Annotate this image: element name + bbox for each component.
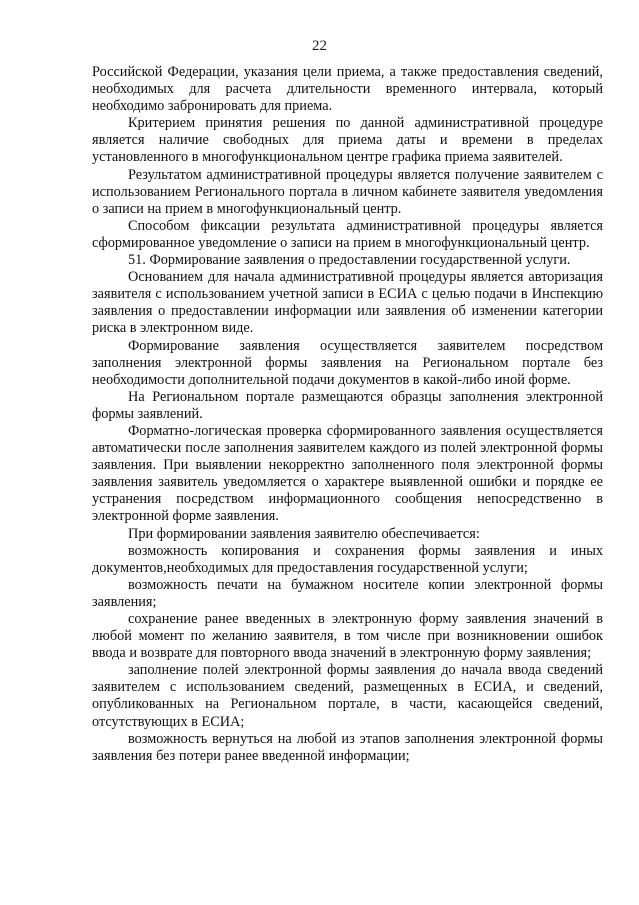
paragraph: Критерием принятия решения по данной административной процедуре является наличие свободных для приема даты и времени в пределах установленного в многофункциональном центре графика приема заявителей. xyxy=(92,115,603,166)
paragraph: Способом фиксации результата административной процедуры является сформированное уведомление о записи на прием в многофункциональный центр. xyxy=(92,217,603,251)
list-item: возможность копирования и сохранения формы заявления и иных документов,необходимых для предоставления государственной услуги; xyxy=(92,542,603,576)
list-item: сохранение ранее введенных в электронную форму заявления значений в любой момент по желанию заявителя, в том числе при возникновении ошибок ввода и возврате для повторного ввода значений в электронную форму заявления; xyxy=(92,611,603,662)
paragraph: На Региональном портале размещаются образцы заполнения электронной формы заявлений. xyxy=(92,388,603,422)
page-number: 22 xyxy=(312,38,327,54)
list-item: заполнение полей электронной формы заявления до начала ввода сведений заявителем с использованием сведений, размещенных в ЕСИА, и сведений, опубликованных на Региональном портале, в части, касающейся сведений, отсутствующих в ЕСИА; xyxy=(92,662,603,730)
paragraph: При формировании заявления заявителю обеспечивается: xyxy=(128,525,480,542)
paragraph: Основанием для начала административной процедуры является авторизация заявителя с использованием учетной записи в ЕСИА с целью подачи в Инспекцию заявления о предоставлении информации или заявления об изменении категории риска в электронном виде. xyxy=(92,269,603,337)
list-item: возможность вернуться на любой из этапов заполнения электронной формы заявления без потери ранее введенной информации; xyxy=(92,730,603,764)
paragraph: Российской Федерации, указания цели приема, а также предоставления сведений, необходимых для расчета длительности временного интервала, который необходимо забронировать для приема. xyxy=(92,64,603,115)
paragraph: Формирование заявления осуществляется заявителем посредством заполнения электронной формы заявления на Региональном портале без необходимости дополнительной подачи документов в какой-либо иной форме. xyxy=(92,337,603,388)
paragraph: Результатом административной процедуры является получение заявителем с использованием Регионального портала в личном кабинете заявителя уведомления о записи на прием в многофункциональный центр. xyxy=(92,166,603,217)
section-heading: 51. Формирование заявления о предоставлении государственной услуги. xyxy=(128,252,571,269)
paragraph: Форматно-логическая проверка сформированного заявления осуществляется автоматически после заполнения заявителем каждого из полей электронной формы заявления. При выявлении некорректно заполненного поля электронной формы заявления заявитель уведомляется о характере выявленной ошибки и порядке ее устранения посредством информационного сообщения непосредственно в электронной форме заявления. xyxy=(92,422,603,525)
body-text xyxy=(92,64,603,765)
list-item: возможность печати на бумажном носителе копии электронной формы заявления; xyxy=(92,576,603,610)
